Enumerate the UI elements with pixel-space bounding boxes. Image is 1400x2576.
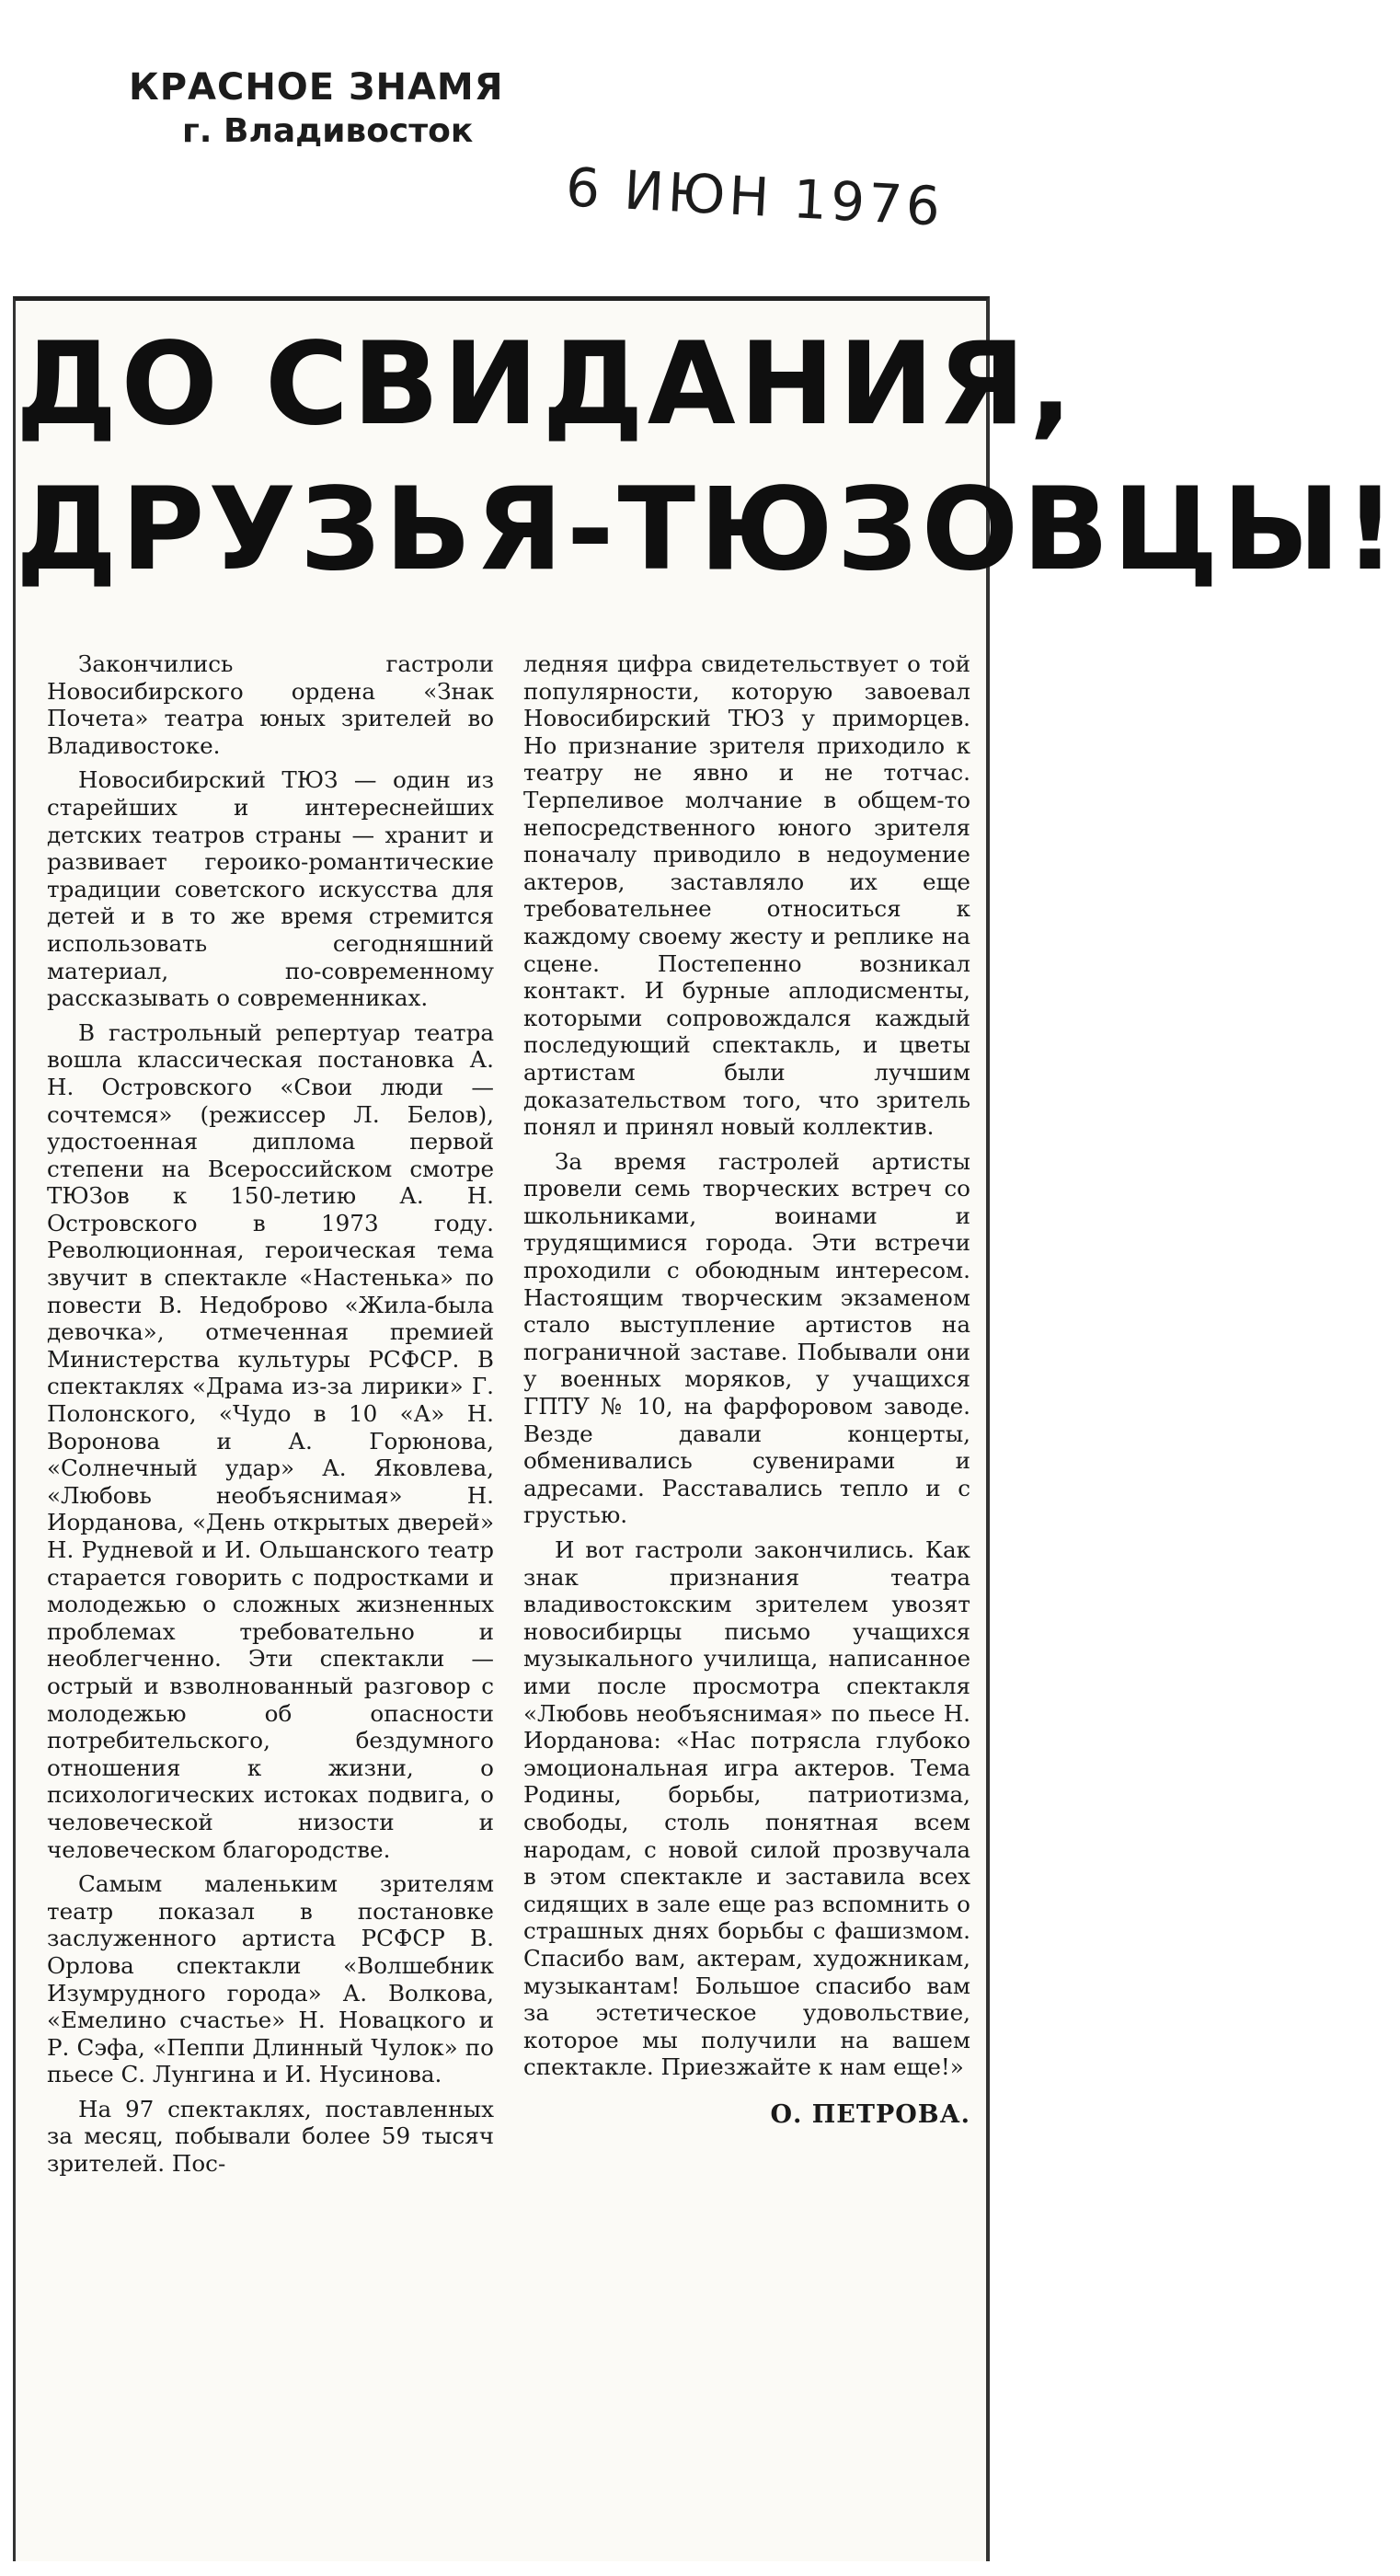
headline-line-2: ДРУЗЬЯ-ТЮЗОВЦЫ! (16, 464, 1400, 596)
newspaper-city: г. Владивосток (182, 112, 474, 150)
headline-line-1: ДО СВИДАНИЯ, (16, 318, 1076, 451)
newspaper-name: КРАСНОЕ ЗНАМЯ (129, 66, 504, 109)
newspaper-stamp (129, 66, 504, 150)
article-column-right (523, 650, 970, 2128)
date-stamp: 6 ИЮН 1976 (564, 155, 946, 238)
author-signature: О. ПЕТРОВА. (770, 2099, 970, 2129)
article-paragraph: Закончились гастроли Новосибирского ордена «Знак Почета» театра юных зрителей во Владивостоке. (47, 650, 494, 759)
article-paragraph-continued: ледняя цифра свидетельствует о той популярности, которую завоевал Новосибирский ТЮЗ у приморцев. Но признание зрителя приходило к театру не явно и не тотчас. Терпеливое молчание в общем-то непосредственного юного зрителя поначалу приводило в недоумение актеров, заставляло их еще требовательнее относиться к каждому своему жесту и реплике на сцене. Постепенно возникал контакт. И бурные аплодисменты, которыми сопровождался каждый последующий спектакль, и цветы артистам были лучшим доказательством того, что зритель понял и принял новый коллектив. (523, 650, 970, 1141)
article-paragraph: Новосибирский ТЮЗ — один из старейших и интереснейших детских театров страны — хранит и развивает героико-романтические традиции советского искусства для детей и в то же время стремится использовать сегодняшний материал, по-современному рассказывать о современниках. (47, 766, 494, 1012)
article-column-left (47, 650, 494, 2185)
article-paragraph: И вот гастроли закончились. Как знак признания театра владивостокским зрителем увозят новосибирцы письмо учащихся музыкального училища, написанное ими после просмотра спектакля «Любовь необъяснимая» по пьесе Н. Иорданова: «Нас потрясла глубоко эмоциональная игра актеров. Тема Родины, борьбы, патриотизма, свободы, столь понятная всем народам, с новой силой прозвучала в этом спектакле и заставила всех сидящих в зале еще раз вспомнить о страшных днях борьбы с фашизмом. Спасибо вам, актерам, художникам, музыкантам! Большое спасибо вам за эстетическое удовольствие, которое мы получили на вашем спектакле. Приезжайте к нам еще!» (523, 1536, 970, 2081)
headline (16, 312, 1400, 603)
article-paragraph: Самым маленьким зрителям театр показал в постановке заслуженного артиста РСФСР В. Орлова спектакли «Волшебник Изумрудного города» А. Волкова, «Емелино счастье» Н. Новацкого и Р. Сэфа, «Пеппи Длинный Чулок» по пьесе С. Лунгина и И. Нусинова. (47, 1870, 494, 2088)
article-paragraph: В гастрольный репертуар театра вошла классическая постановка А. Н. Островского «Свои люди — сочтемся» (режиссер Л. Белов), удостоенная диплома первой степени на Всероссийском смотре ТЮЗов к 150-летию А. Н. Островского в 1973 году. Революционная, героическая тема звучит в спектакле «Настенька» по повести В. Недоброво «Жила-была девочка», отмеченная премией Министерства культуры РСФСР. В спектаклях «Драма из-за лирики» Г. Полонского, «Чудо в 10 «А» Н. Воронова и А. Горюнова, «Солнечный удар» А. Яковлева, «Любовь необъяснимая» Н. Иорданова, «День открытых дверей» Н. Рудневой и И. Ольшанского театр старается говорить с подростками и молодежью о сложных жизненных проблемах требовательно и необлегченно. Эти спектакли — острый и взволнованный разговор с молодежью об опасности потребительского, бездумного отношения к жизни, о психологических истоках подвига, о человеческой низости и человеческом благородстве. (47, 1018, 494, 1863)
article-paragraph: На 97 спектаклях, поставленных за месяц, побывали более 59 тысяч зрителей. Пос- (47, 2095, 494, 2178)
article-paragraph: За время гастролей артисты провели семь творческих встреч со школьниками, воинами и трудящимися города. Эти встречи проходили с обоюдным интересом. Настоящим творческим экзаменом стало выступление артистов на пограничной заставе. Побывали они у военных моряков, у учащихся ГПТУ № 10, на фарфоровом заводе. Везде давали концерты, обменивались сувенирами и адресами. Расставались тепло и с грустью. (523, 1147, 970, 1529)
newspaper-clipping (13, 296, 1400, 2561)
